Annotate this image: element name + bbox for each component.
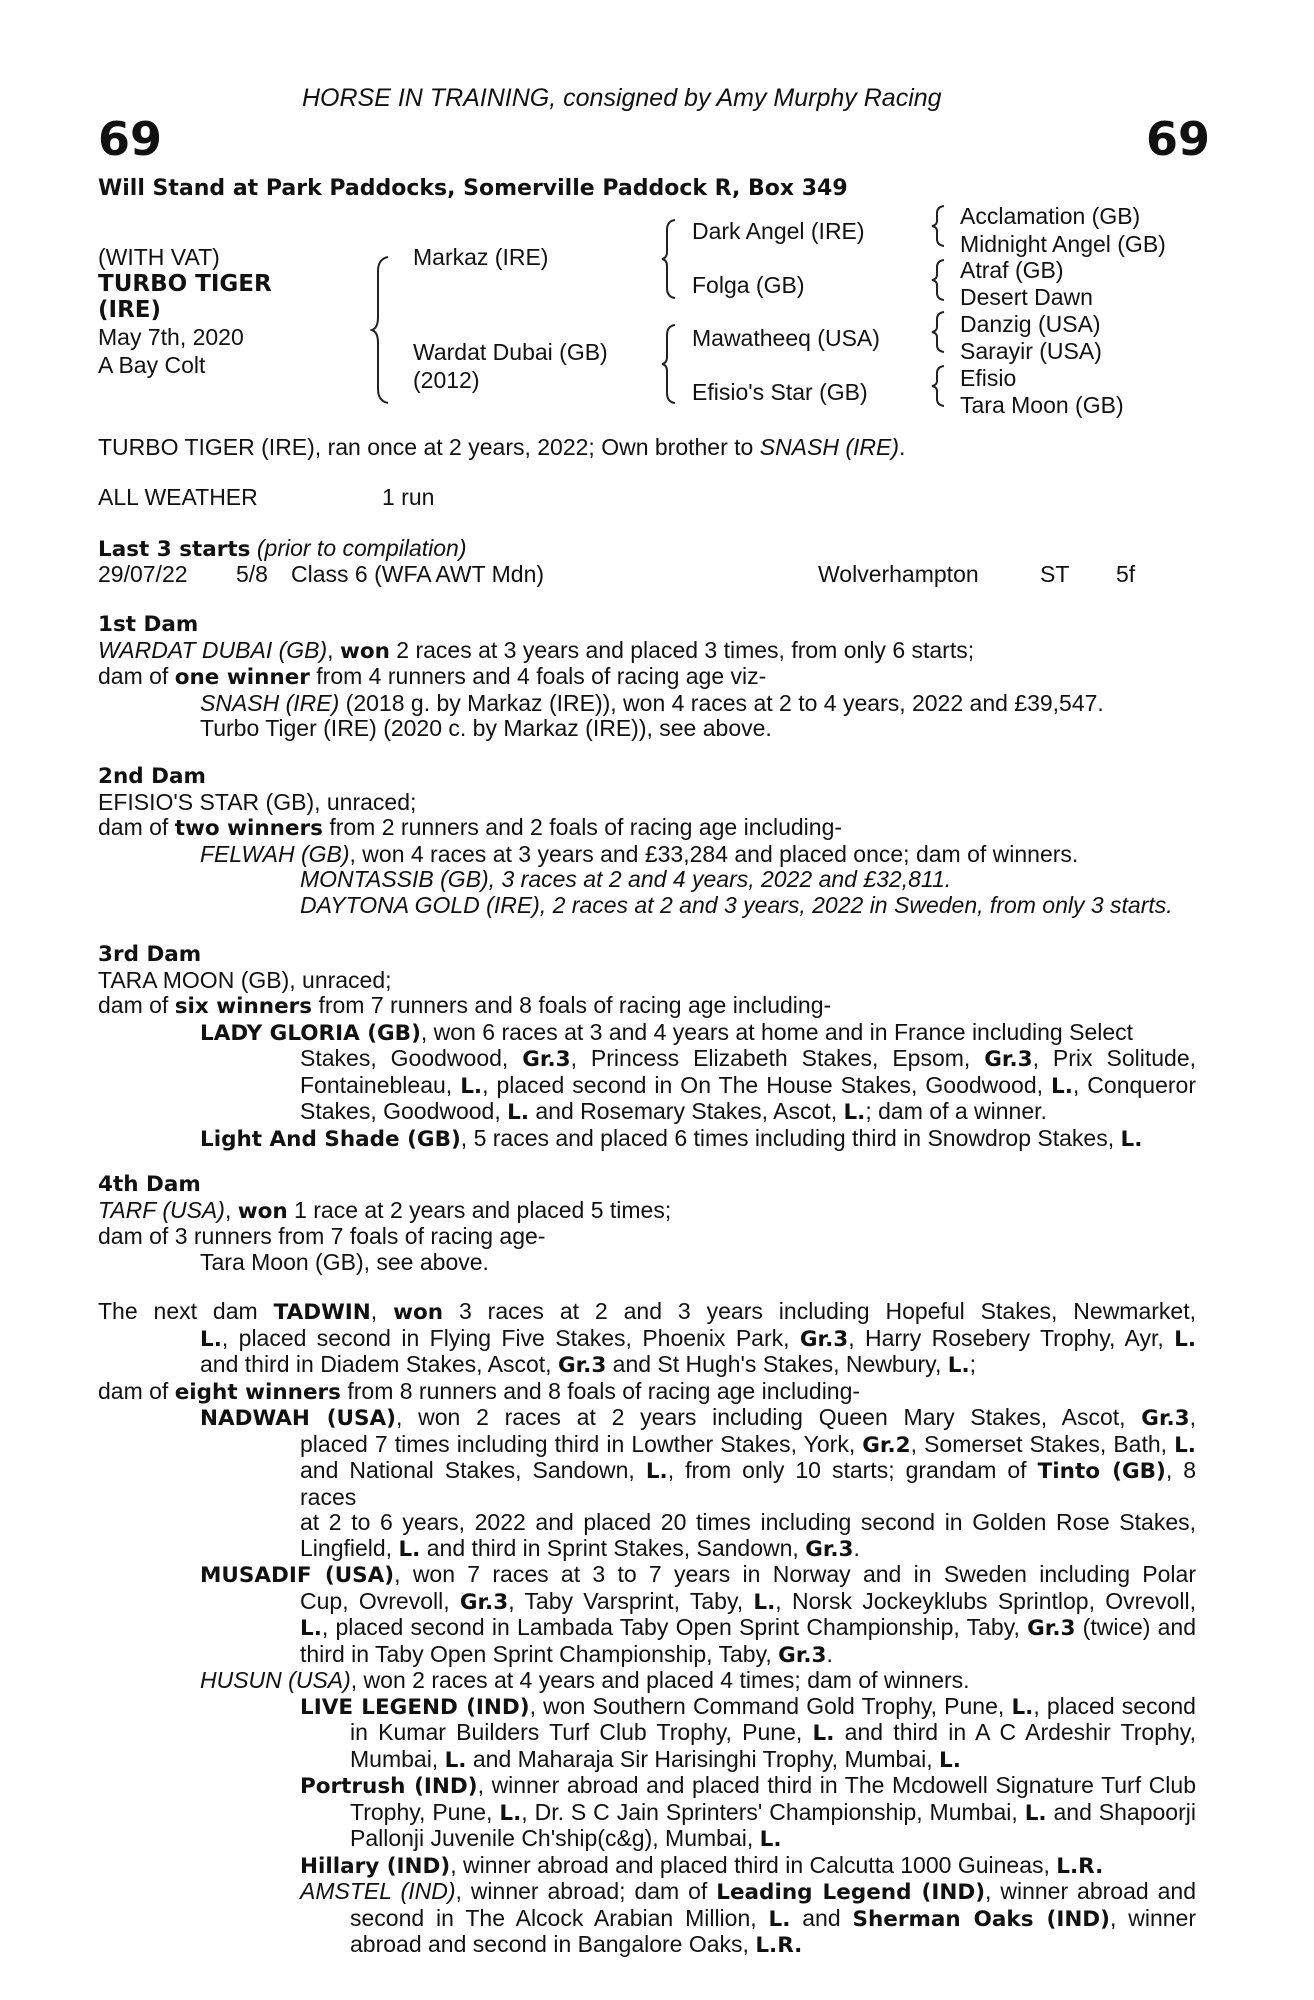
- produce-musadif: MUSADIF (USA), won 7 races at 3 to 7 years in Norway and in Sweden including Polar: [200, 1561, 1196, 1588]
- musadif-line-2: Cup, Ovrevoll, Gr.3, Taby Varsprint, Taby, L., Norsk Jockeyklubs Sprintlop, Ovrevoll,: [300, 1587, 1197, 1615]
- pedigree-g8: Tara Moon (GB): [960, 392, 1124, 418]
- first-dam-section: [98, 612, 1196, 742]
- next-dam-line-3: and third in Diadem Stakes, Ascot, Gr.3 and St Hugh's Stakes, Newbury, L.;: [200, 1351, 977, 1378]
- horse-name: TURBO TIGER: [98, 271, 272, 297]
- start-date: 29/07/22: [98, 561, 188, 587]
- summary-text: TURBO TIGER (IRE), ran once at 2 years, 2022; Own brother to: [98, 434, 760, 460]
- pedigree-brace-g4: [930, 364, 948, 408]
- next-dam-produce: dam of eight winners from 8 runners and 8 foals of racing age including-: [98, 1377, 861, 1405]
- produce-turbo-tiger: Turbo Tiger (IRE) (2020 c. by Markaz (IRE)), see above.: [200, 715, 772, 741]
- pedigree-g4: Desert Dawn: [960, 284, 1093, 310]
- produce-montassib: MONTASSIB (GB), 3 races at 2 and 4 years, 2022 and £32,811.: [300, 866, 952, 892]
- produce-husun: HUSUN (USA), won 2 races at 4 years and placed 4 times; dam of winners.: [200, 1667, 970, 1693]
- produce-portrush: Portrush (IND), winner abroad and placed third in The Mcdowell Signature Turf Club: [300, 1772, 1196, 1799]
- musadif-line-3: L., placed second in Lambada Taby Open Sprint Championship, Taby, Gr.3 (twice) and: [300, 1614, 1197, 1641]
- pedigree-g3: Atraf (GB): [960, 257, 1064, 283]
- dam-name: WARDAT DUBAI (GB): [98, 636, 328, 663]
- pedigree-brace-g2: [930, 258, 948, 302]
- pedigree-brace-dam: [660, 323, 680, 405]
- first-dam-produce: dam of one winner from 4 runners and 4 foals of racing age viz-: [98, 663, 767, 690]
- produce-felwah: FELWAH (GB), won 4 races at 3 years and £33,284 and placed once; dam of winners.: [200, 840, 1079, 867]
- horse-name-country: (IRE): [98, 297, 162, 323]
- last-starts-heading: [98, 536, 467, 563]
- last-starts-title: Last 3 starts: [98, 537, 251, 562]
- nadwah-line-5: Lingfield, L. and third in Sprint Stakes, Sandown, Gr.3.: [300, 1534, 860, 1562]
- third-dam-heading: 3rd Dam: [98, 942, 202, 967]
- race-summary: [98, 435, 905, 461]
- pedigree-dam: Wardat Dubai (GB): [413, 339, 608, 365]
- start-position: 5/8: [236, 561, 268, 587]
- start-going: ST: [1040, 561, 1070, 587]
- second-dam-section: [98, 764, 1196, 918]
- surface-runs: 1 run: [382, 484, 435, 510]
- pedigree-g2: Midnight Angel (GB): [960, 231, 1166, 257]
- consignment-header: HORSE IN TRAINING, consigned by Amy Murphy Racing: [302, 84, 942, 112]
- amstel-line-3: abroad and second in Bangalore Oaks, L.R.: [350, 1931, 803, 1958]
- start-course: Wolverhampton: [818, 561, 979, 587]
- pedigree-dam-sire: Mawatheeq (USA): [692, 325, 880, 351]
- pedigree-dam-dam: Efisio's Star (GB): [692, 379, 868, 405]
- produce-hillary: Hillary (IND), winner abroad and placed third in Calcutta 1000 Guineas, L.R.: [300, 1851, 1104, 1879]
- produce-daytona-gold: DAYTONA GOLD (IRE), 2 races at 2 and 3 years, 2022 in Sweden, from only 3 starts.: [300, 891, 1173, 918]
- lot-number-right: 69: [1146, 112, 1211, 166]
- produce-nadwah: NADWAH (USA), won 2 races at 2 years including Queen Mary Stakes, Ascot, Gr.3,: [200, 1404, 1196, 1431]
- stabling-location: Will Stand at Park Paddocks, Somerville Paddock R, Box 349: [98, 176, 848, 201]
- portrush-line-3: Pallonji Juvenile Ch'ship(c&g), Mumbai, L.: [350, 1825, 782, 1852]
- musadif-line-4: third in Taby Open Sprint Championship, Taby, Gr.3.: [300, 1640, 833, 1668]
- fourth-dam-heading: 4th Dam: [98, 1172, 201, 1197]
- last-starts-note: (prior to compilation): [256, 535, 467, 561]
- produce-tara-moon: Tara Moon (GB), see above.: [200, 1248, 489, 1275]
- third-dam-line: TARA MOON (GB), unraced;: [98, 966, 392, 993]
- pedigree-dam-year: (2012): [413, 367, 480, 393]
- lot-number-left: 69: [98, 112, 163, 166]
- surface-label: ALL WEATHER: [98, 484, 258, 510]
- pedigree-g6: Sarayir (USA): [960, 338, 1102, 364]
- pedigree-g5: Danzig (USA): [960, 311, 1101, 337]
- third-dam-section: [98, 942, 1196, 1152]
- lady-gloria-line-2: Stakes, Goodwood, Gr.3, Princess Elizabeth Stakes, Epsom, Gr.3, Prix Solitude,: [300, 1045, 1197, 1072]
- next-dam-line-2: L., placed second in Flying Five Stakes, Phoenix Park, Gr.3, Harry Rosebery Trophy, Ayr, L.: [200, 1324, 1196, 1352]
- foaling-date: May 7th, 2020: [98, 324, 244, 350]
- produce-snash: SNASH (IRE) (2018 g. by Markaz (IRE)), won 4 races at 2 to 4 years, 2022 and £39,547.: [200, 689, 1104, 716]
- pedigree-g7: Efisio: [960, 365, 1017, 391]
- lady-gloria-line-3: Fontainebleau, L., placed second in On The House Stakes, Goodwood, L., Conqueror: [300, 1071, 1196, 1099]
- live-legend-line-2: in Kumar Builders Turf Club Trophy, Pune, L. and third in A C Ardeshir Trophy,: [350, 1719, 1196, 1746]
- lady-gloria-line-4: Stakes, Goodwood, L. and Rosemary Stakes, Ascot, L.; dam of a winner.: [300, 1098, 1047, 1125]
- amstel-line-2: second in The Alcock Arabian Million, L. and Sherman Oaks (IND), winner: [350, 1904, 1196, 1932]
- pedigree-g1: Acclamation (GB): [960, 203, 1141, 229]
- produce-amstel: AMSTEL (IND), winner abroad; dam of Leading Legend (IND), winner abroad and: [300, 1878, 1196, 1905]
- pedigree-brace-main: [370, 255, 394, 405]
- produce-live-legend: LIVE LEGEND (IND), won Southern Command Gold Trophy, Pune, L., placed second: [300, 1692, 1196, 1720]
- first-dam-line: WARDAT DUBAI (GB), won 2 races at 3 years and placed 3 times, from only 6 starts;: [98, 636, 975, 664]
- pedigree-brace-g1: [930, 204, 948, 248]
- vat-label: (WITH VAT): [98, 244, 220, 270]
- second-dam-heading: 2nd Dam: [98, 764, 206, 789]
- start-distance: 5f: [1116, 561, 1136, 587]
- nadwah-line-3: and National Stakes, Sandown, L., from only 10 starts; grandam of Tinto (GB), 8 races: [300, 1457, 1197, 1510]
- nadwah-line-4: at 2 to 6 years, 2022 and placed 20 times including second in Golden Rose Stakes,: [300, 1509, 1196, 1535]
- pedigree-brace-sire: [660, 218, 680, 300]
- next-dam-line-1: The next dam TADWIN, won 3 races at 2 and 3 years including Hopeful Stakes, Newmarket,: [98, 1298, 1196, 1325]
- pedigree-brace-g3: [930, 310, 948, 354]
- fourth-dam-line: TARF (USA), won 1 race at 2 years and placed 5 times;: [98, 1196, 672, 1224]
- produce-lady-gloria: LADY GLORIA (GB), won 6 races at 3 and 4 years at home and in France including Select: [200, 1018, 1134, 1046]
- pedigree-sire-dam: Folga (GB): [692, 272, 805, 298]
- live-legend-line-3: Mumbai, L. and Maharaja Sir Harisinghi Trophy, Mumbai, L.: [350, 1745, 961, 1773]
- horse-description: A Bay Colt: [98, 352, 206, 378]
- fourth-dam-produce: dam of 3 runners from 7 foals of racing age-: [98, 1223, 546, 1249]
- nadwah-line-2: placed 7 times including third in Lowther Stakes, York, Gr.2, Somerset Stakes, Bath, L.: [300, 1430, 1196, 1458]
- produce-light-and-shade: Light And Shade (GB), 5 races and placed 6 times including third in Snowdrop Stakes, L.: [200, 1124, 1143, 1152]
- start-race: Class 6 (WFA AWT Mdn): [291, 561, 545, 587]
- first-dam-heading: 1st Dam: [98, 612, 199, 637]
- second-dam-line: EFISIO'S STAR (GB), unraced;: [98, 788, 417, 815]
- pedigree-sire-sire: Dark Angel (IRE): [692, 218, 865, 244]
- pedigree-sire: Markaz (IRE): [413, 244, 549, 270]
- summary-end: .: [899, 434, 906, 460]
- fourth-dam-section: [98, 1172, 1196, 1275]
- third-dam-produce: dam of six winners from 7 runners and 8 foals of racing age including-: [98, 992, 832, 1019]
- summary-brother: SNASH (IRE): [759, 434, 900, 460]
- next-dam-section: [98, 1299, 1196, 1959]
- portrush-line-2: Trophy, Pune, L., Dr. S C Jain Sprinters' Championship, Mumbai, L. and Shapoorji: [350, 1798, 1196, 1826]
- second-dam-produce: dam of two winners from 2 runners and 2 foals of racing age including-: [98, 814, 843, 841]
